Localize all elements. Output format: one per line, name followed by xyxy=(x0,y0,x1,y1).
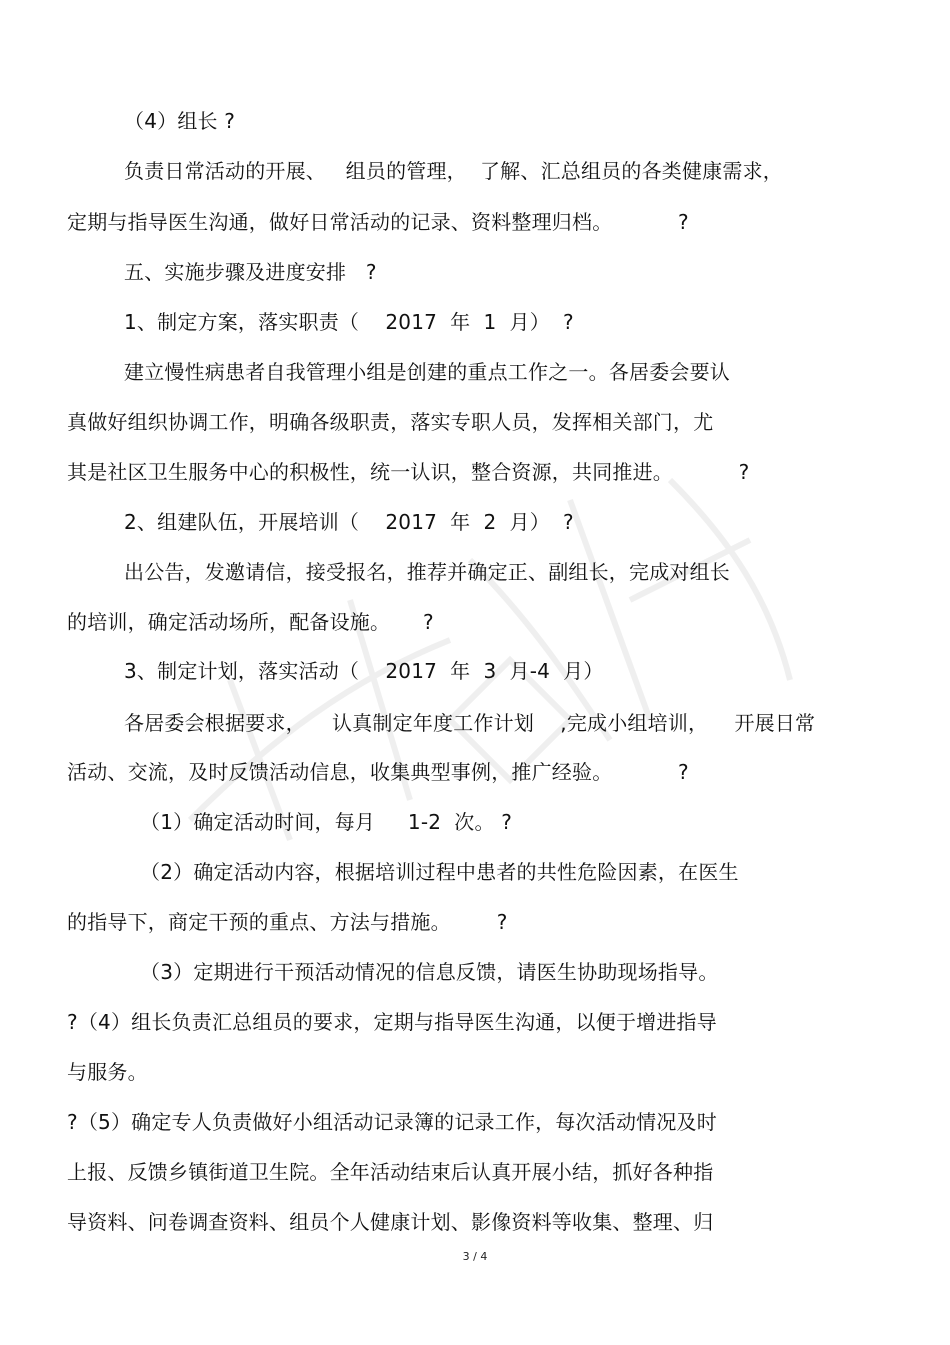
list-item: （2）确定活动内容，根据培训过程中患者的共性危险因素，在医生 xyxy=(140,860,739,884)
paragraph-line: 真做好组织协调工作，明确各级职责，落实专职人员，发挥相关部门，尤 xyxy=(67,410,714,434)
paragraph-line: 的指导下，商定干预的重点、方法与措施。 ? xyxy=(67,910,508,934)
paragraph-line: 建立慢性病患者自我管理小组是创建的重点工作之一。各居委会要认 xyxy=(124,360,730,384)
paragraph-line: 的培训，确定活动场所，配备设施。 ? xyxy=(67,610,434,634)
section-heading-implementation: 五、实施步骤及进度安排 ? xyxy=(124,260,377,284)
paragraph-line: 导资料、问卷调查资料、组员个人健康计划、影像资料等收集、整理、归 xyxy=(67,1210,714,1234)
paragraph-line: 其是社区卫生服务中心的积极性，统一认识，整合资源，共同推进。 ? xyxy=(67,460,750,484)
paragraph-line: 定期与指导医生沟通，做好日常活动的记录、资料整理归档。 ? xyxy=(67,210,689,234)
list-item: （1）确定活动时间，每月 1-2 次。 ? xyxy=(140,810,513,834)
page-number: 3 / 4 xyxy=(462,1250,488,1263)
paragraph-line: 各居委会根据要求， 认真制定年度工作计划 ,完成小组培训， 开展日常 xyxy=(124,711,816,735)
list-item: （3）定期进行干预活动情况的信息反馈，请医生协助现场指导。 xyxy=(140,960,719,984)
paragraph-line: 上报、反馈乡镇街道卫生院。全年活动结束后认真开展小结，抓好各种指 xyxy=(67,1160,714,1184)
paragraph-line: 出公告，发邀请信，接受报名，推荐并确定正、副组长，完成对组长 xyxy=(124,560,730,584)
list-item: ?（5）确定专人负责做好小组活动记录簿的记录工作，每次活动情况及时 xyxy=(67,1110,717,1134)
subsection-heading-team-leader: （4）组长 ? xyxy=(124,109,236,133)
paragraph-line: 负责日常活动的开展、 组员的管理， 了解、汇总组员的各类健康需求， xyxy=(124,159,783,183)
step-heading-1: 1、制定方案，落实职责（ 2017 年 1 月） ? xyxy=(124,310,574,334)
step-heading-3: 3、制定计划，落实活动（ 2017 年 3 月-4 月） xyxy=(124,659,604,683)
list-item: ?（4）组长负责汇总组员的要求，定期与指导医生沟通，以便于增进指导 xyxy=(67,1010,717,1034)
paragraph-line: 活动、交流，及时反馈活动信息，收集典型事例，推广经验。 ? xyxy=(67,760,689,784)
step-heading-2: 2、组建队伍，开展培训（ 2017 年 2 月） ? xyxy=(124,510,574,534)
paragraph-line: 与服务。 xyxy=(67,1060,148,1084)
